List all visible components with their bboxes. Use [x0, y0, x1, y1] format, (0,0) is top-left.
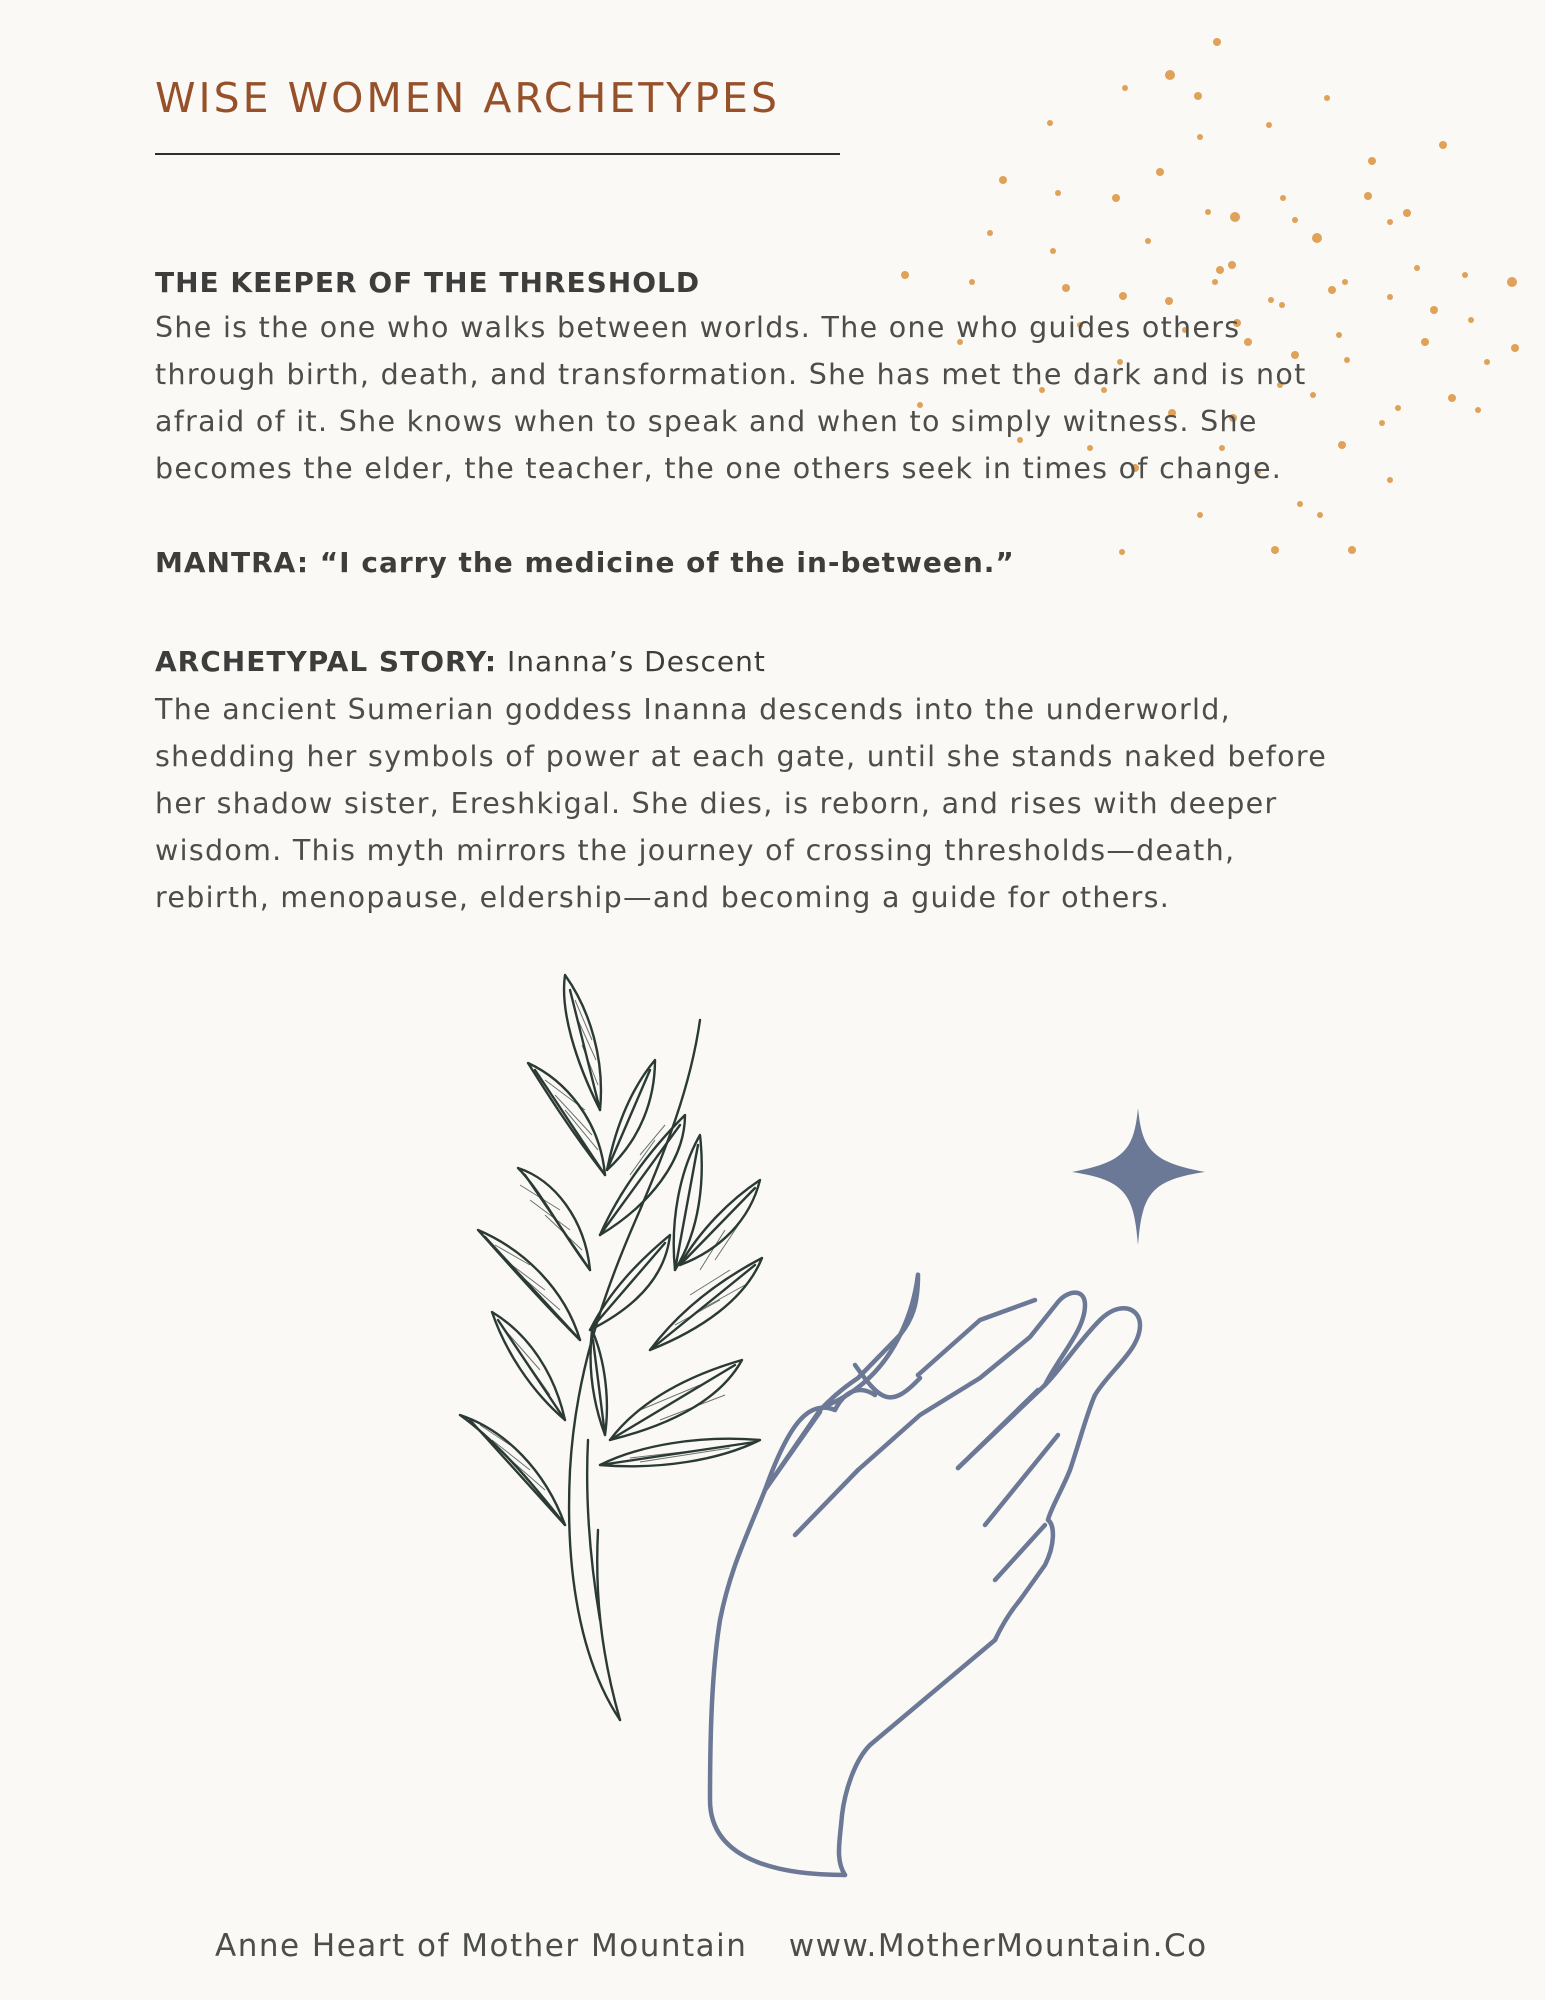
- intro-line: She is the one who walks between worlds. The one who guides others: [155, 311, 1241, 344]
- dot: [1368, 157, 1376, 165]
- mantra-text: : “I carry the medicine of the in-between.”: [296, 546, 1015, 579]
- dot: [1197, 512, 1203, 518]
- dot: [1230, 212, 1240, 222]
- dot: [1297, 501, 1303, 507]
- dot: [1348, 546, 1356, 554]
- story-paragraph: [155, 686, 1425, 921]
- dot: [1047, 120, 1053, 126]
- story-line: wisdom. This myth mirrors the journey of crossing thresholds—death,: [155, 834, 1236, 867]
- sparkle-star-icon: [1072, 1108, 1205, 1245]
- dot: [1475, 407, 1481, 413]
- dot: [1165, 70, 1175, 80]
- dot: [1122, 85, 1128, 91]
- dot: [1414, 265, 1420, 271]
- story-line: The ancient Sumerian goddess Inanna descends into the underworld,: [155, 693, 1231, 726]
- footer: [215, 1928, 1208, 1964]
- dot: [1387, 294, 1393, 300]
- dot: [1312, 233, 1322, 243]
- dot: [1439, 141, 1447, 149]
- intro-line: through birth, death, and transformation. She has met the dark and is not: [155, 358, 1307, 391]
- intro-line: afraid of it. She knows when to speak and when to simply witness. She: [155, 405, 1258, 438]
- section-heading: THE KEEPER OF THE THRESHOLD: [155, 266, 701, 299]
- dot: [1342, 279, 1348, 285]
- dot: [1468, 317, 1474, 323]
- dot: [1213, 38, 1221, 46]
- dot: [901, 271, 909, 279]
- dot: [1292, 217, 1298, 223]
- dot: [1507, 277, 1517, 287]
- intro-line: becomes the elder, the teacher, the one others seek in times of change.: [155, 452, 1283, 485]
- story-label: ARCHETYPAL STORY:: [155, 645, 498, 678]
- footer-author: Anne Heart of Mother Mountain: [215, 1928, 748, 1964]
- dot: [1055, 190, 1061, 196]
- dot: [1317, 512, 1323, 518]
- dot: [1280, 195, 1286, 201]
- open-hand-icon: [710, 1275, 1140, 1875]
- dot: [999, 176, 1007, 184]
- dot: [1484, 359, 1490, 365]
- leaf-vein-hatching: [480, 1000, 745, 1490]
- intro-paragraph: [155, 304, 1425, 492]
- dot: [1156, 168, 1164, 176]
- dot: [969, 279, 975, 285]
- dot: [1403, 209, 1411, 217]
- dot: [1511, 344, 1519, 352]
- dot: [1062, 284, 1070, 292]
- leaf-branch-icon: [460, 975, 762, 1720]
- story-heading: [155, 645, 766, 678]
- dot: [1324, 95, 1330, 101]
- dot: [1212, 279, 1218, 285]
- dot: [1216, 266, 1224, 274]
- dot: [1228, 261, 1236, 269]
- dot: [1268, 297, 1274, 303]
- story-line: shedding her symbols of power at each gate, until she stands naked before: [155, 740, 1328, 773]
- dot: [1145, 238, 1151, 244]
- dot: [1119, 292, 1127, 300]
- dot: [1194, 92, 1202, 100]
- mantra-label: MANTRA: [155, 546, 297, 579]
- dot: [1112, 194, 1120, 202]
- dot: [1197, 134, 1203, 140]
- dot: [1205, 209, 1211, 215]
- mantra: [155, 546, 1015, 579]
- story-line: rebirth, menopause, eldership—and becoming a guide for others.: [155, 881, 1171, 914]
- dot: [1050, 248, 1056, 254]
- page-title: WISE WOMEN ARCHETYPES: [155, 74, 780, 122]
- dot: [1462, 272, 1468, 278]
- title-divider: [155, 153, 840, 155]
- dot: [1364, 192, 1372, 200]
- dot: [1328, 286, 1336, 294]
- dot: [1448, 394, 1456, 402]
- dot: [1430, 306, 1438, 314]
- dot: [1387, 219, 1393, 225]
- story-line: her shadow sister, Ereshkigal. She dies, is reborn, and rises with deeper: [155, 787, 1278, 820]
- dot: [987, 230, 993, 236]
- dot-scatter: [880, 20, 1545, 580]
- dot: [1266, 122, 1272, 128]
- footer-url-link[interactable]: www.MotherMountain.Co: [788, 1928, 1208, 1964]
- story-title: Inanna’s Descent: [497, 645, 766, 678]
- dot: [1119, 549, 1125, 555]
- dot: [1271, 546, 1279, 554]
